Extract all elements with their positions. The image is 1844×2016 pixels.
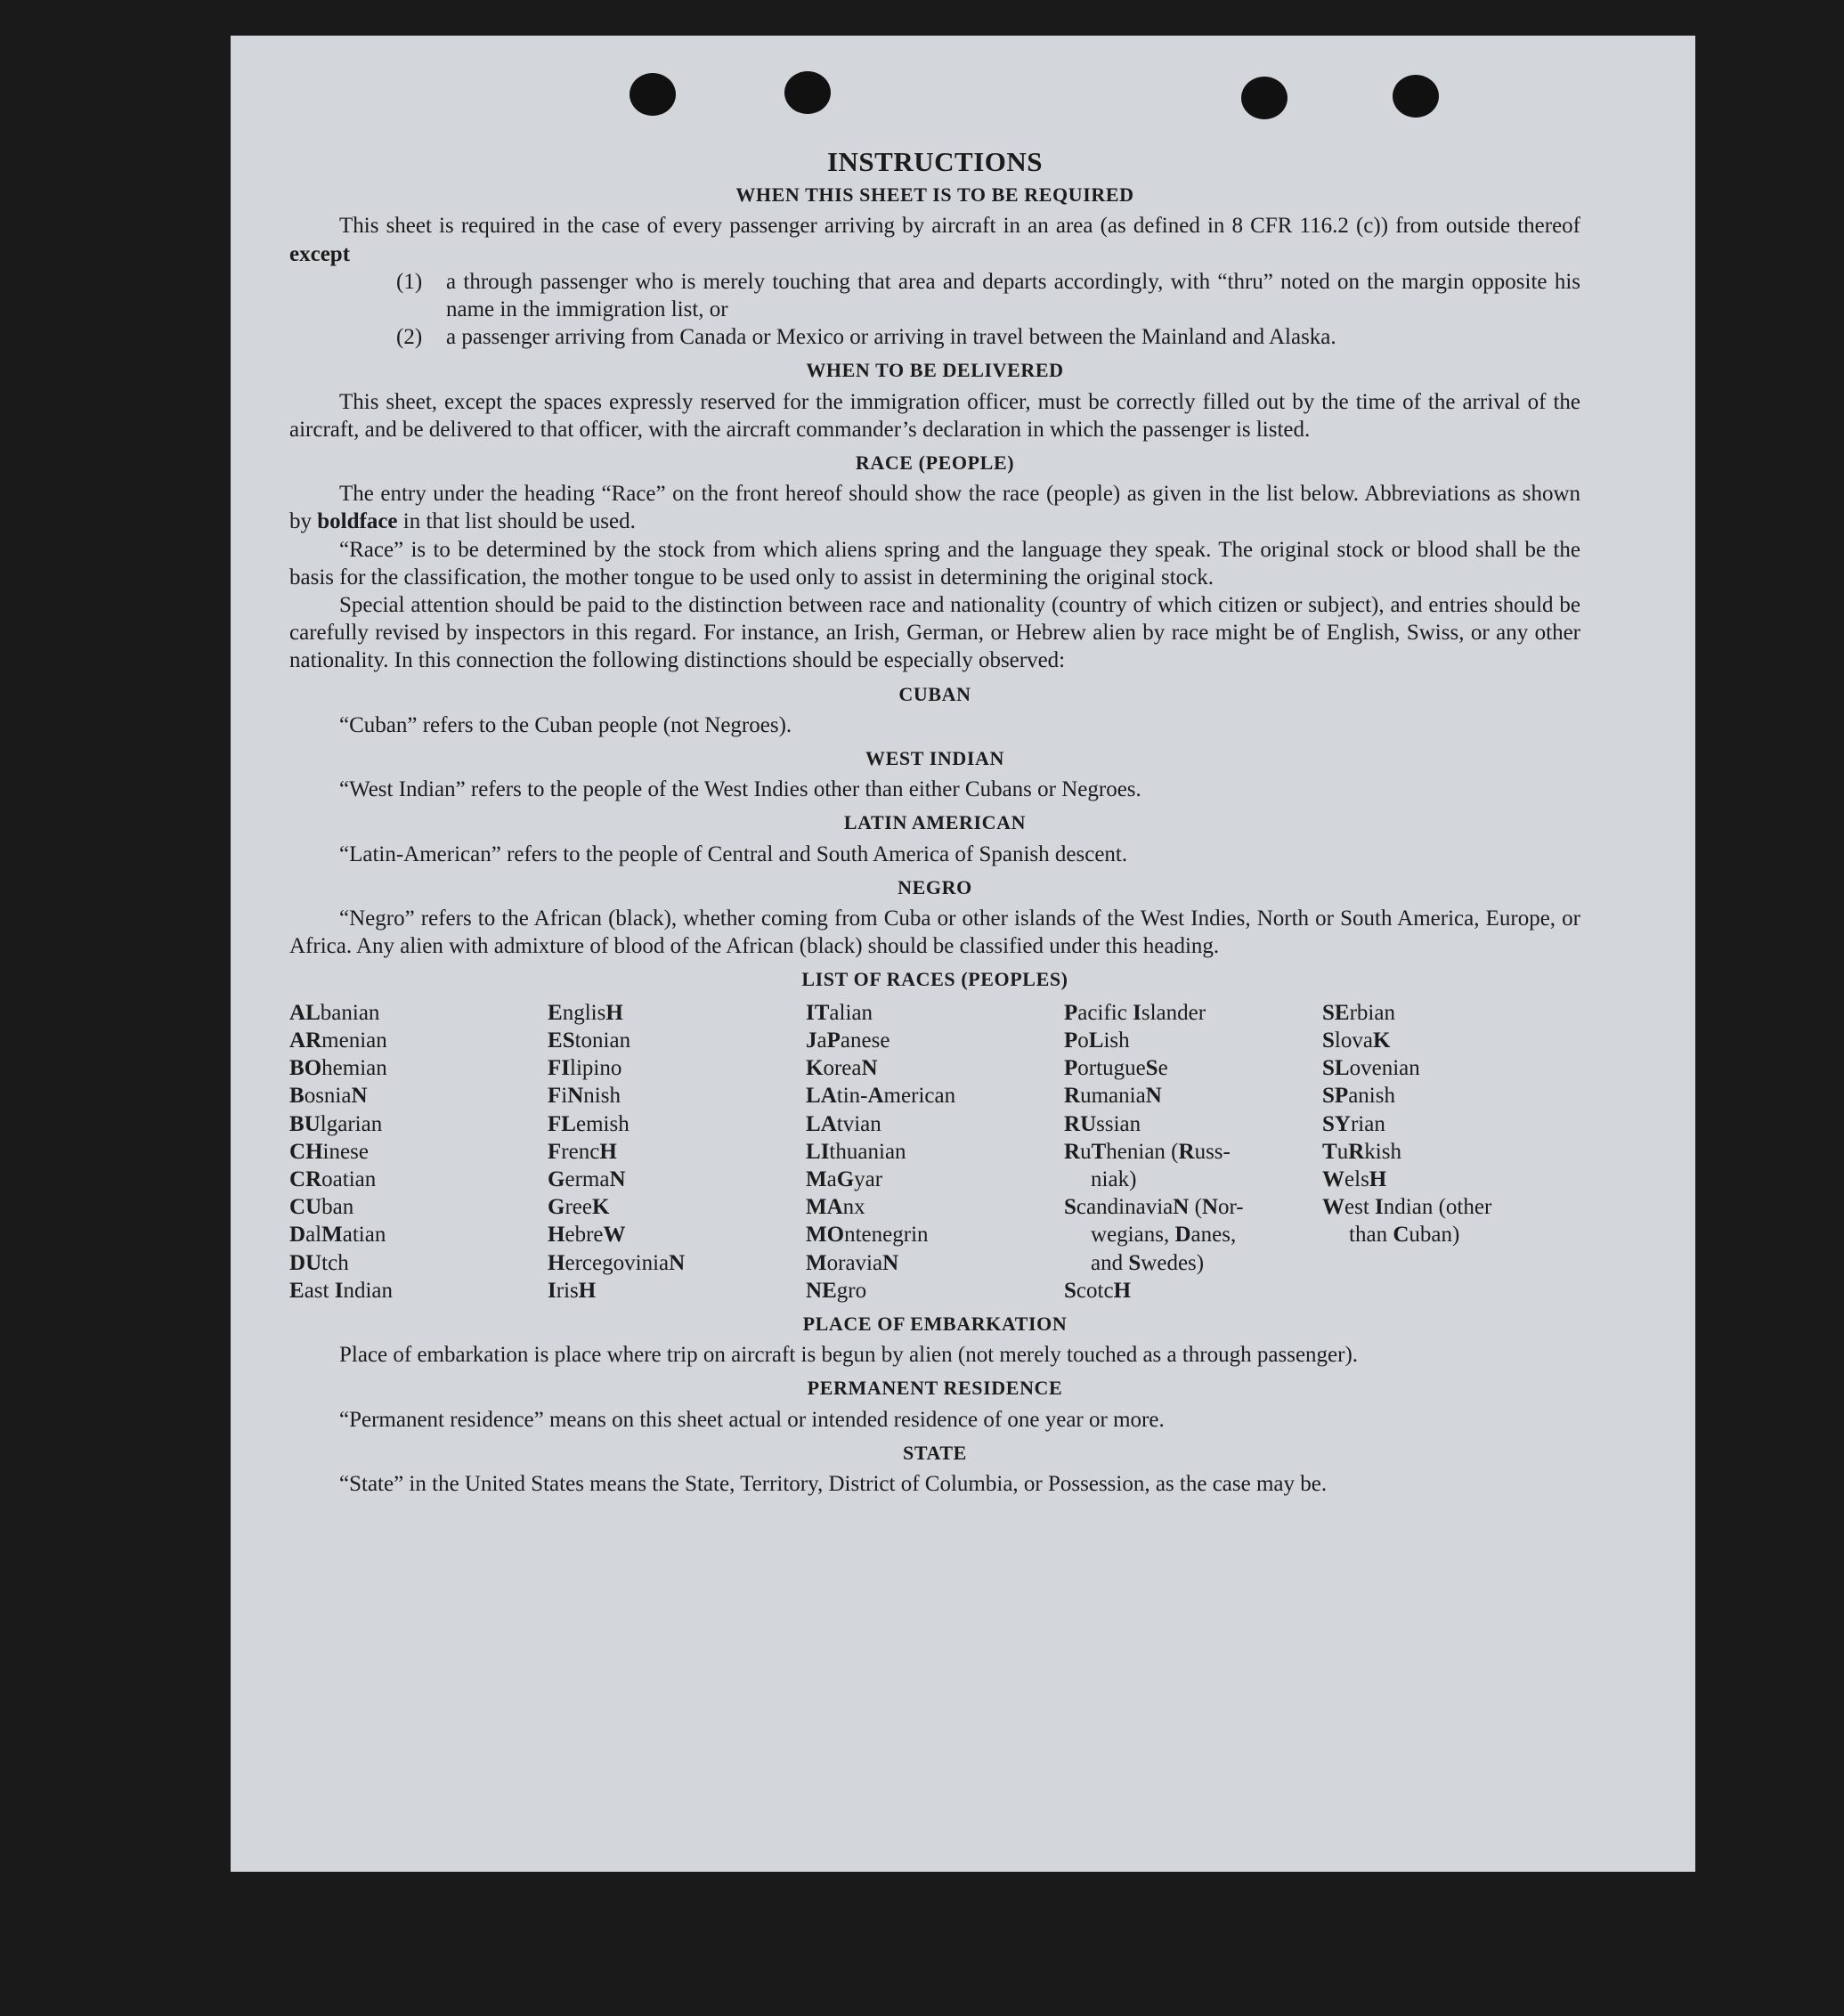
race-entry: MOntenegrin bbox=[806, 1223, 929, 1248]
instruction-sheet bbox=[231, 36, 1695, 1872]
race-entry: ALbanian bbox=[289, 1000, 380, 1025]
race-entry: LAtin-American bbox=[806, 1084, 956, 1109]
heading-west-indian: WEST INDIAN bbox=[865, 747, 1004, 770]
race-entry: TuRkish bbox=[1322, 1139, 1401, 1164]
race-entry: JaPanese bbox=[806, 1028, 890, 1053]
punch-hole bbox=[1393, 75, 1439, 118]
race-entry: ITalian bbox=[806, 1000, 873, 1025]
race-entry: West Indian (other bbox=[1322, 1195, 1492, 1220]
race-entry: LAtvian bbox=[806, 1111, 881, 1136]
residence-text: “Permanent residence” means on this sheet actual or intended residence of one year or more. bbox=[339, 1407, 1165, 1432]
race-paragraph-2: “Race” is to be determined by the stock from which aliens spring and the language they speak. The original stock or blood shall be the basis for the classification, the mother tongue to be used only to assist in determining the original stock. bbox=[289, 537, 1580, 589]
race-entry: SYrian bbox=[1322, 1111, 1385, 1136]
race-entry: DUtch bbox=[289, 1250, 349, 1275]
heading-list-of-races: LIST OF RACES (PEOPLES) bbox=[801, 968, 1068, 991]
document-body bbox=[289, 148, 1580, 1498]
races-column bbox=[289, 999, 548, 1305]
race-paragraph-1: The entry under the heading “Race” on the front hereof should show the race (people) as given in the list below. Abbreviations as shown by boldface in that list should be used. bbox=[289, 482, 1580, 534]
race-entry: than Cuban) bbox=[1349, 1223, 1460, 1248]
race-entry: FiNnish bbox=[548, 1084, 621, 1109]
delivered-text: This sheet, except the spaces expressly reserved for the immigration officer, must be correctly filled out by the time of the arrival of the aircraft, and be delivered to that officer, with the aircraft commander’s declaration in which the passenger is listed. bbox=[289, 389, 1580, 442]
races-column bbox=[548, 999, 806, 1305]
embarkation-text: Place of embarkation is place where trip on aircraft is begun by alien (not merely touched as a through passenger). bbox=[339, 1343, 1359, 1368]
race-entry: CUban bbox=[289, 1195, 354, 1220]
race-entry: WelsH bbox=[1322, 1167, 1387, 1191]
race-entry: SErbian bbox=[1322, 1000, 1395, 1025]
heading-residence: PERMANENT RESIDENCE bbox=[807, 1377, 1063, 1400]
west-indian-text: “West Indian” refers to the people of the West Indies other than either Cubans or Negroes. bbox=[339, 777, 1141, 802]
race-entry: FrencH bbox=[548, 1139, 617, 1164]
race-entry: LIthuanian bbox=[806, 1139, 906, 1164]
race-entry: CRoatian bbox=[289, 1167, 377, 1191]
race-entry: RUssian bbox=[1064, 1111, 1141, 1136]
races-column bbox=[806, 999, 1064, 1305]
race-entry: PoLish bbox=[1064, 1028, 1130, 1053]
race-entry: EnglisH bbox=[548, 1000, 623, 1025]
heading-required: WHEN THIS SHEET IS TO BE REQUIRED bbox=[735, 183, 1134, 207]
heading-state: STATE bbox=[903, 1441, 967, 1464]
race-entry: FIlipino bbox=[548, 1056, 622, 1081]
race-entry: HercegoviniaN bbox=[548, 1250, 686, 1275]
race-entry: ARmenian bbox=[289, 1028, 387, 1053]
races-list bbox=[289, 999, 1580, 1305]
heading-delivered: WHEN TO BE DELIVERED bbox=[806, 359, 1064, 382]
required-item-2: (2) a passenger arriving from Canada or Mexico or arriving in travel between the Mainland and Alaska. bbox=[396, 325, 1336, 350]
heading-latin-american: LATIN AMERICAN bbox=[843, 811, 1027, 834]
heading-race: RACE (PEOPLE) bbox=[855, 451, 1015, 475]
race-entry: CHinese bbox=[289, 1139, 369, 1164]
race-entry: NEgro bbox=[806, 1278, 867, 1303]
race-entry: wegians, Danes, bbox=[1091, 1223, 1237, 1248]
page-title: INSTRUCTIONS bbox=[826, 146, 1043, 177]
required-item-1: (1) a through passenger who is merely touching that area and departs accordingly, with “thru” noted on the margin opposite his name in the immigration list, or bbox=[396, 269, 1580, 322]
race-entry: PortugueSe bbox=[1064, 1056, 1168, 1081]
punch-hole bbox=[784, 71, 831, 114]
heading-embarkation: PLACE OF EMBARKATION bbox=[802, 1312, 1068, 1335]
race-entry: MAnx bbox=[806, 1195, 865, 1220]
race-entry: HebreW bbox=[548, 1223, 626, 1248]
punch-hole bbox=[630, 73, 676, 116]
cuban-text: “Cuban” refers to the Cuban people (not Negroes). bbox=[339, 712, 792, 737]
race-entry: GermaN bbox=[548, 1167, 626, 1191]
race-entry: IrisH bbox=[548, 1278, 597, 1303]
race-entry: SPanish bbox=[1322, 1084, 1395, 1109]
race-entry: Pacific Islander bbox=[1064, 1000, 1206, 1025]
race-entry: RuThenian (Russ- bbox=[1064, 1139, 1231, 1164]
race-entry: East Indian bbox=[289, 1278, 394, 1303]
required-intro: This sheet is required in the case of every passenger arriving by aircraft in an area (as defined in 8 CFR 116.2 (c)) from outside thereof except bbox=[289, 214, 1580, 266]
race-entry: FLemish bbox=[548, 1111, 630, 1136]
heading-negro: NEGRO bbox=[898, 875, 972, 898]
race-entry: BosniaN bbox=[289, 1084, 368, 1109]
heading-cuban: CUBAN bbox=[898, 682, 971, 705]
latin-american-text: “Latin-American” refers to the people of Central and South America of Spanish descent. bbox=[339, 841, 1128, 866]
race-paragraph-3: Special attention should be paid to the distinction between race and nationality (country of which citizen or subject), and entries should be carefully revised by inspectors in this regard. For instance, an Irish, German, or Hebrew alien by race might be of English, Swiss, or any other nationality. In this connection the following distinctions should be especially observed: bbox=[289, 593, 1580, 673]
state-text: “State” in the United States means the State, Territory, District of Columbia, or Possession, as the case may be. bbox=[339, 1471, 1328, 1496]
race-entry: DalMatian bbox=[289, 1223, 386, 1248]
race-entry: SLovenian bbox=[1322, 1056, 1420, 1081]
race-entry: EStonian bbox=[548, 1028, 631, 1053]
race-entry: niak) bbox=[1091, 1167, 1137, 1191]
race-entry: MaGyar bbox=[806, 1167, 883, 1191]
races-column bbox=[1064, 999, 1322, 1305]
races-column bbox=[1322, 999, 1580, 1305]
race-entry: KoreaN bbox=[806, 1056, 878, 1081]
race-entry: and Swedes) bbox=[1091, 1250, 1205, 1275]
race-entry: GreeK bbox=[548, 1195, 610, 1220]
race-entry: RumaniaN bbox=[1064, 1084, 1162, 1109]
race-entry: BOhemian bbox=[289, 1056, 387, 1081]
race-entry: BUlgarian bbox=[289, 1111, 383, 1136]
race-entry: ScandinaviaN (Nor- bbox=[1064, 1195, 1244, 1220]
race-entry: SlovaK bbox=[1322, 1028, 1391, 1053]
race-entry: ScotcH bbox=[1064, 1278, 1132, 1303]
race-entry: MoraviaN bbox=[806, 1250, 899, 1275]
punch-hole bbox=[1241, 77, 1288, 119]
negro-text: “Negro” refers to the African (black), whether coming from Cuba or other islands of the West Indies, North or South America, Europe, or Africa. Any alien with admixture of blood of the African (black) should be classified under this heading. bbox=[289, 906, 1580, 959]
